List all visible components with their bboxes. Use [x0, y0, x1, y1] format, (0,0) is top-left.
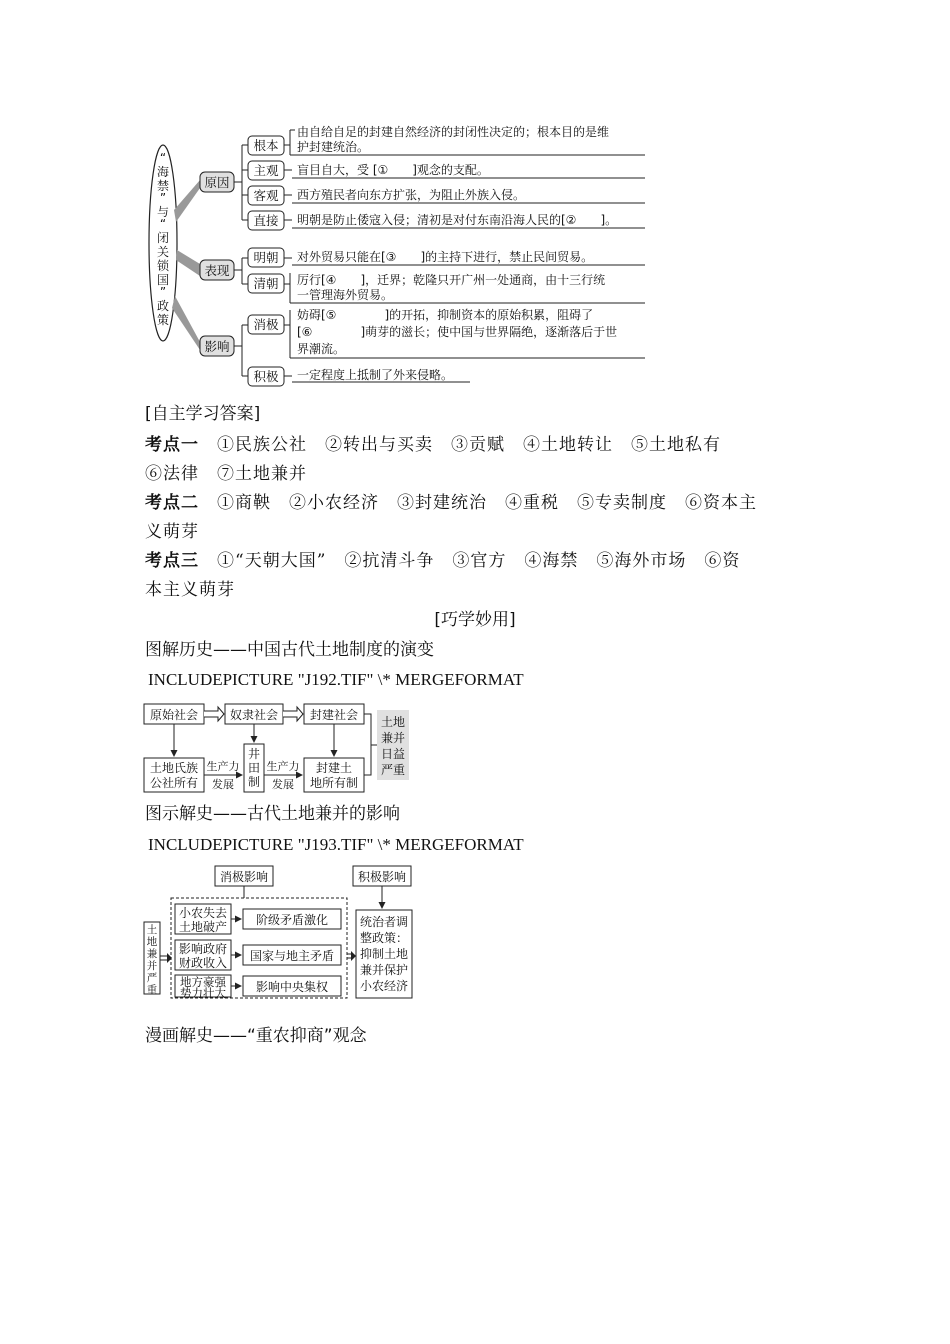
svg-text:闭: 闭 — [156, 231, 170, 245]
fig1-merge-1: 土地 — [380, 715, 406, 729]
fig1-merge-3: 日益 — [380, 747, 406, 761]
wedge-manifest — [176, 250, 200, 276]
fig1-well-2: 田 — [247, 761, 261, 775]
fig2-left-5: 严 — [146, 972, 158, 984]
fig1-prod1: 生产力 — [206, 760, 240, 773]
answer-k1-line1 — [145, 431, 721, 460]
fig1-title: 图解历史——中国古代土地制度的演变 — [145, 640, 434, 660]
land-annexation-diagram — [143, 864, 415, 1000]
land-system-diagram — [143, 700, 413, 796]
fig2-result1: 阶级矛盾激化 — [255, 913, 329, 927]
wedge-impact — [172, 296, 200, 350]
branch-reason: 原因 — [204, 175, 230, 190]
answer-k2-text: ①商鞅 ②小农经济 ③封建统治 ④重税 ⑤专卖制度 ⑥资本主 — [217, 493, 757, 513]
leaf-subjective-text: 盲目自大，受 [① ]观念的支配。 — [297, 163, 489, 177]
fig2-pos-3: 抑制土地 — [359, 947, 409, 961]
svg-text:禁: 禁 — [156, 179, 170, 193]
fig1-clan-line2: 公社所有 — [149, 776, 199, 790]
fig2-pos-5: 小农经济 — [359, 979, 409, 993]
fig2-pos-title: 积极影响 — [357, 870, 407, 884]
fig2-field-code: INCLUDEPICTURE "J193.TIF" \* MERGEFORMAT — [148, 835, 524, 854]
fig2-result2: 国家与地主矛盾 — [249, 949, 335, 963]
fig1-slave: 奴隶社会 — [229, 708, 279, 722]
fig2-pos-1: 统治者调 — [359, 915, 409, 929]
svg-text:锁: 锁 — [156, 259, 170, 273]
leaf-ming-text: 对外贸易只能在[③ ]的主持下进行，禁止民间贸易。 — [297, 250, 594, 264]
leaf-positive-label: 积极 — [253, 369, 279, 384]
fig1-feud-line2: 地所有制 — [309, 776, 359, 790]
center-title — [157, 151, 170, 327]
leaf-root-text-2: 护封建统治。 — [297, 140, 370, 154]
leaf-negative-text: 妨碍[⑤ ]的开拓，抑制资本的原始积累，阻碍了 — [297, 308, 594, 322]
fig1-merge-4: 严重 — [380, 763, 406, 777]
leaf-ming-label: 明朝 — [253, 250, 279, 265]
answer-k2-line1 — [145, 489, 757, 518]
answer-k3-label: 考点三 — [145, 551, 199, 571]
fig2-title: 图示解史——古代土地兼并的影响 — [145, 804, 400, 824]
leaf-objective-label: 客观 — [253, 188, 279, 203]
fig1-well-3: 制 — [247, 775, 261, 789]
answer-k1-text: ①民族公社 ②转出与买卖 ③贡赋 ④土地转让 ⑤土地私有 — [217, 435, 721, 455]
answer-k2-label: 考点二 — [145, 493, 199, 513]
leaf-objective-text: 西方殖民者向东方扩张，为阻止外族入侵。 — [297, 188, 526, 202]
fig1-clan-line1: 土地氏族 — [149, 761, 199, 775]
fig1-feud-line1: 封建土 — [315, 761, 353, 775]
leaf-positive-text: 一定程度上抵制了外来侵略。 — [297, 368, 454, 382]
svg-text:国: 国 — [156, 273, 170, 287]
fig2-cause3-line1: 地方豪强 — [180, 975, 226, 989]
fig2-left-3: 兼 — [146, 948, 158, 960]
answer-k3-line1 — [145, 547, 740, 576]
leaf-subjective-label: 主观 — [253, 163, 279, 178]
branch-impact: 影响 — [204, 339, 230, 354]
fig1-feudal: 封建社会 — [309, 708, 359, 722]
svg-text:策: 策 — [156, 313, 170, 327]
leaf-direct-label: 直接 — [253, 213, 279, 228]
svg-text:“: “ — [159, 217, 167, 231]
svg-text:与: 与 — [156, 205, 170, 219]
fig2-pos-2: 整政策： — [359, 931, 409, 945]
svg-text:关: 关 — [156, 245, 170, 259]
svg-text:“: “ — [159, 151, 167, 165]
leaf-root-label: 根本 — [253, 138, 279, 153]
fig2-cause1-line2: 土地破产 — [178, 920, 228, 934]
leaf-negative-text-2: [⑥ ]萌芽的滋长；使中国与世界隔绝，逐渐落后于世 — [297, 325, 618, 339]
answer-k3-text: ①“天朝大国” ②抗清斗争 ③官方 ④海禁 ⑤海外市场 ⑥资 — [217, 551, 741, 571]
section-title: [巧学妙用] — [434, 610, 516, 630]
wedge-reason — [174, 180, 200, 222]
answer-k2-line2: 义萌芽 — [145, 522, 199, 542]
fig2-cause2-line2: 财政收入 — [178, 956, 228, 970]
fig2-left-2: 地 — [146, 936, 158, 948]
svg-text:”: ” — [159, 285, 167, 299]
leaf-root-text: 由自给自足的封建自然经济的封闭性决定的；根本目的是维 — [297, 125, 610, 139]
branch-manifest: 表现 — [204, 263, 230, 278]
fig2-result3: 影响中央集权 — [255, 980, 329, 994]
fig2-cause2-line1: 影响政府 — [178, 942, 228, 956]
fig2-cause3-line2: 势力壮大 — [180, 986, 226, 1000]
fig1-dev1: 发展 — [212, 778, 234, 791]
svg-text:海: 海 — [156, 165, 170, 179]
fig2-left-4: 并 — [146, 960, 158, 972]
answer-k3-line2: 本主义萌芽 — [145, 580, 235, 600]
fig1-prod2: 生产力 — [266, 760, 300, 773]
fig1-well-1: 井 — [247, 747, 261, 761]
leaf-qing-text: 厉行[④ ]，迁界；乾隆只开广州一处通商，由十三行统 — [297, 273, 606, 287]
haijin-mindmap — [140, 118, 650, 388]
fig1-dev2: 发展 — [272, 778, 294, 791]
fig1-primitive: 原始社会 — [149, 708, 199, 722]
answer-k1-line2: ⑥法律 ⑦土地兼并 — [145, 464, 307, 484]
leaf-direct-text: 明朝是防止倭寇入侵；清初是对付东南沿海人民的[② ]。 — [297, 213, 618, 227]
svg-text:”: ” — [159, 191, 167, 205]
answers-heading: [自主学习答案] — [145, 404, 261, 424]
leaf-negative-text-3: 界潮流。 — [297, 342, 346, 356]
fig2-left-1: 土 — [146, 924, 158, 936]
fig2-left-6: 重 — [146, 984, 158, 996]
svg-text:政: 政 — [156, 299, 170, 313]
fig2-neg-title: 消极影响 — [219, 870, 269, 884]
fig1-merge-2: 兼并 — [380, 731, 406, 745]
answer-k1-label: 考点一 — [145, 435, 199, 455]
fig1-field-code: INCLUDEPICTURE "J192.TIF" \* MERGEFORMAT — [148, 670, 524, 689]
fig2-pos-4: 兼并保护 — [359, 963, 409, 977]
leaf-negative-label: 消极 — [253, 317, 279, 332]
fig3-title: 漫画解史——“重农抑商”观念 — [145, 1026, 367, 1046]
leaf-qing-text-2: 一管理海外贸易。 — [297, 288, 394, 302]
fig2-cause1-line1: 小农失去 — [178, 906, 228, 920]
leaf-qing-label: 清朝 — [253, 276, 279, 291]
